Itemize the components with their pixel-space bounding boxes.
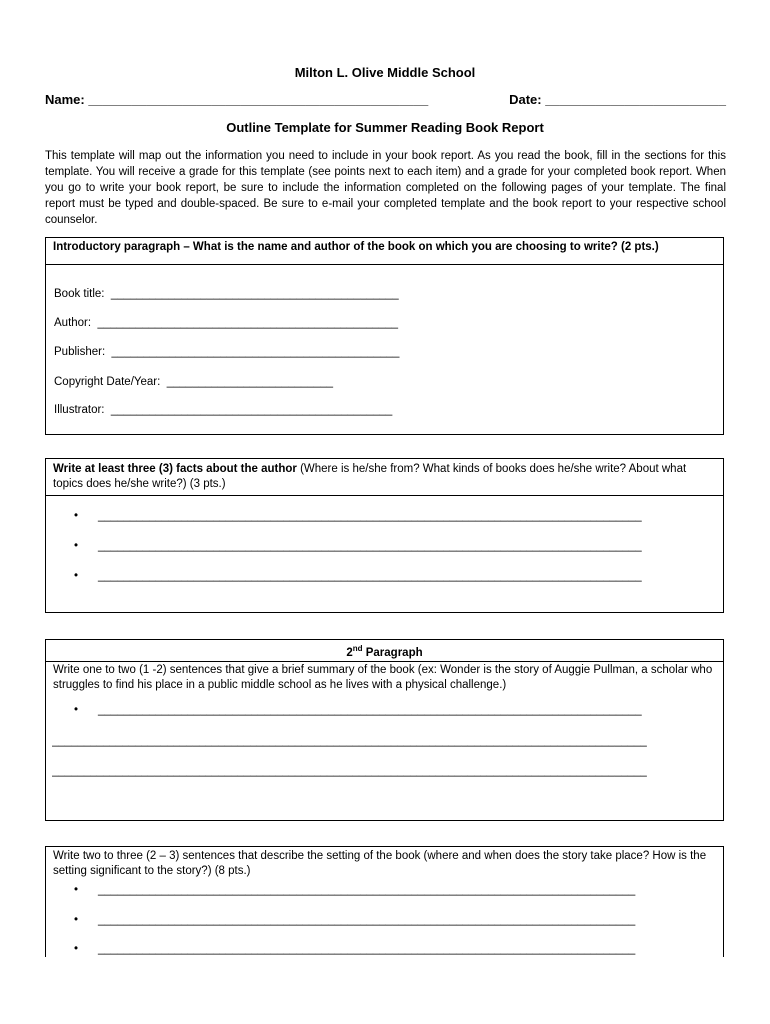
bullet-icon: •	[74, 704, 79, 716]
section-summary-title	[46, 640, 723, 662]
author-fact-line-2[interactable]	[74, 540, 713, 552]
name-label: Name:	[45, 92, 85, 107]
copyright-label: Copyright Date/Year:	[54, 376, 161, 388]
book-title-label: Book title:	[54, 288, 105, 300]
summary-line-2[interactable]: _____________________________________________________________________________________________	[52, 735, 647, 747]
bullet-icon: •	[74, 510, 79, 522]
section-author-facts	[45, 458, 724, 613]
section-setting-heading: Write two to three (2 – 3) sentences that describe the setting of the book (where and when does the story take place? How is the setting significant to the story?) (8 pts.)	[53, 850, 707, 877]
copyright-line: __________________________	[166, 376, 334, 388]
answer-line: _____________________________________________________________________________________	[98, 540, 642, 552]
setting-line-1[interactable]	[74, 884, 713, 896]
bullet-icon: •	[74, 943, 79, 955]
copyright-field[interactable]	[54, 376, 333, 388]
date-line: _________________________	[545, 92, 726, 107]
summary-line-1[interactable]	[74, 704, 713, 716]
author-fact-line-3[interactable]	[74, 570, 713, 582]
section-summary-heading: Write one to two (1 -2) sentences that give a brief summary of the book (ex: Wonder is the story of Auggie Pullman, a scholar who struggles to find his place in a public middle school as he lives with a physical challenge.)	[53, 663, 713, 691]
name-line: _______________________________________________	[88, 92, 429, 107]
author-label: Author:	[54, 317, 92, 329]
section-author-facts-heading-rest: (Where is he/she from? What kinds of books does he/she write? About what topics does he/she write?) (3 pts.)	[53, 463, 687, 490]
answer-line: _____________________________________________________________________________________	[98, 510, 642, 522]
author-field[interactable]	[54, 317, 398, 329]
section-introductory-heading: Introductory paragraph – What is the name and author of the book on which you are choosing to write? (2 pts.)	[46, 238, 723, 265]
date-field[interactable]	[509, 92, 726, 107]
name-field[interactable]	[45, 92, 428, 107]
illustrator-field[interactable]	[54, 404, 392, 416]
bullet-icon: •	[74, 914, 79, 926]
school-name: Milton L. Olive Middle School	[294, 65, 476, 80]
author-fact-line-1[interactable]	[74, 510, 713, 522]
book-title-field[interactable]	[54, 288, 399, 300]
illustrator-label: Illustrator:	[54, 404, 105, 416]
answer-line: ____________________________________________________________________________________	[98, 943, 636, 955]
setting-line-3[interactable]	[74, 943, 713, 955]
section-setting	[45, 846, 724, 957]
publisher-label: Publisher:	[54, 346, 106, 358]
bullet-icon: •	[74, 884, 79, 896]
illustrator-line: ____________________________________________	[110, 404, 393, 416]
answer-line: ____________________________________________________________________________________	[98, 884, 636, 896]
answer-line: _____________________________________________________________________________________	[98, 704, 642, 716]
answer-line: _____________________________________________________________________________________	[98, 570, 642, 582]
book-title-line: _____________________________________________	[110, 288, 399, 300]
intro-paragraph: This template will map out the information you need to include in your book report. As you read the book, fill in the sections for this template. You will receive a grade for this template (see points next to each item) and a grade for your completed book report. When you go to write your book report, be sure to include the information completed on the following pages of your template. The final report must be typed and double-spaced. Be sure to e-mail your completed template and the book report to your respective school counselor.	[45, 150, 726, 226]
section-summary-title-rest: Paragraph	[362, 646, 423, 659]
bullet-icon: •	[74, 540, 79, 552]
author-line: _______________________________________________	[97, 317, 399, 329]
section-summary	[45, 639, 724, 821]
section-introductory	[45, 237, 724, 435]
bullet-icon: •	[74, 570, 79, 582]
setting-line-2[interactable]	[74, 914, 713, 926]
section-summary-title-num: 2	[346, 646, 353, 659]
date-label: Date:	[509, 92, 542, 107]
section-summary-title-sup: nd	[352, 644, 363, 653]
publisher-field[interactable]	[54, 346, 399, 358]
publisher-line: _____________________________________________	[111, 346, 400, 358]
answer-line: ____________________________________________________________________________________	[98, 914, 636, 926]
section-author-facts-heading-bold: Write at least three (3) facts about the author	[53, 463, 297, 475]
document-title: Outline Template for Summer Reading Book Report	[226, 120, 544, 135]
section-author-facts-heading	[46, 459, 723, 496]
summary-line-3[interactable]: _____________________________________________________________________________________________	[52, 765, 647, 777]
